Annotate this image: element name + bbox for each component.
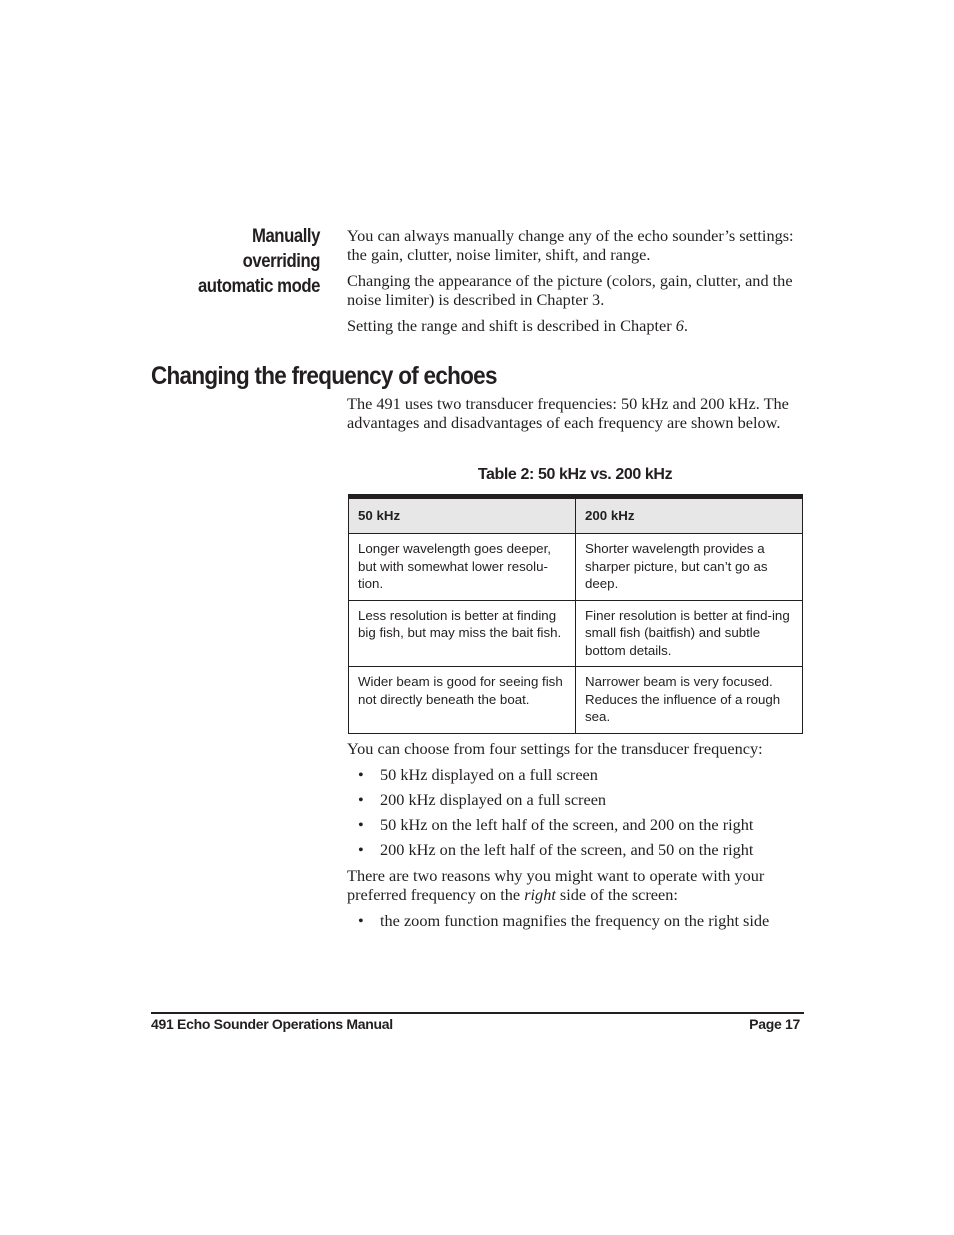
table-row <box>349 600 803 667</box>
list-item-text: the zoom function magnifies the frequency on the right side <box>380 911 770 930</box>
frequency-settings-section <box>347 739 805 937</box>
frequency-intro <box>347 394 805 439</box>
list-item <box>347 840 805 859</box>
paragraph <box>347 866 805 904</box>
list-item <box>347 790 805 809</box>
table-cell: Finer resolution is better at find-ing small fish (baitfish) and subtle bottom details. <box>576 600 803 667</box>
list-item-text: 200 kHz displayed on a full screen <box>380 790 607 809</box>
table-header-cell: 200 kHz <box>576 497 803 534</box>
intro-section <box>347 226 805 342</box>
side-heading-line: automatic mode <box>197 276 320 297</box>
paragraph: You can choose from four settings for the transducer frequency: <box>347 739 763 758</box>
list-item-text: 200 kHz on the left half of the screen, and 50 on the right <box>380 840 754 859</box>
list-item <box>347 911 805 930</box>
bullet: • <box>358 815 364 834</box>
bullet: • <box>358 790 364 809</box>
footer-title: 491 Echo Sounder Operations Manual <box>151 1016 393 1032</box>
bullet: • <box>358 765 364 784</box>
side-heading <box>162 224 320 299</box>
table-cell: Longer wavelength goes deeper, but with somewhat lower resolu-tion. <box>349 534 576 601</box>
table-row <box>349 667 803 734</box>
paragraph: You can always manually change any of the echo sounder’s settings: the gain, clutter, noise limiter, shift, and range. <box>347 226 794 264</box>
bullet: • <box>358 840 364 859</box>
comparison-table-wrapper <box>348 494 803 734</box>
table-cell: Less resolution is better at finding big fish, but may miss the bait fish. <box>349 600 576 667</box>
bullet: • <box>358 911 364 930</box>
emphasis: right <box>524 885 556 904</box>
page-number: Page 17 <box>749 1016 800 1032</box>
comparison-table <box>348 494 803 734</box>
paragraph: Changing the appearance of the picture (colors, gain, clutter, and the noise limiter) is described in Chapter 3. <box>347 271 793 309</box>
list-item-text: 50 kHz on the left half of the screen, and 200 on the right <box>380 815 754 834</box>
list-item <box>347 815 805 834</box>
page-footer <box>151 1016 800 1032</box>
reasons-list <box>347 911 805 930</box>
paragraph-text: Setting the range and shift is described in Chapter <box>347 316 676 335</box>
paragraph <box>347 316 805 335</box>
settings-list <box>347 765 805 859</box>
footer-rule <box>151 1012 804 1014</box>
table-cell: Shorter wavelength provides a sharper picture, but can’t go as deep. <box>576 534 803 601</box>
table-header-cell: 50 kHz <box>349 497 576 534</box>
chapter-ref: 6 <box>675 316 684 335</box>
side-heading-line: Manually <box>251 226 320 247</box>
section-title: Changing the frequency of echoes <box>151 362 497 390</box>
table-cell: Narrower beam is very focused. Reduces the influence of a rough sea. <box>576 667 803 734</box>
paragraph-text: There are two reasons why you might want to operate with your preferred frequency on the <box>347 866 765 904</box>
paragraph: The 491 uses two transducer frequencies: 50 kHz and 200 kHz. The advantages and disadvantages of each frequency are shown below. <box>347 394 789 432</box>
list-item <box>347 765 805 784</box>
paragraph-text: side of the screen: <box>555 885 678 904</box>
table-caption: Table 2: 50 kHz vs. 200 kHz <box>477 466 673 483</box>
paragraph-end: . <box>683 316 688 335</box>
list-item-text: 50 kHz displayed on a full screen <box>380 765 598 784</box>
table-row <box>349 534 803 601</box>
table-cell: Wider beam is good for seeing fish not directly beneath the boat. <box>349 667 576 734</box>
table-header-row <box>349 497 803 534</box>
side-heading-line: overriding <box>242 251 320 272</box>
